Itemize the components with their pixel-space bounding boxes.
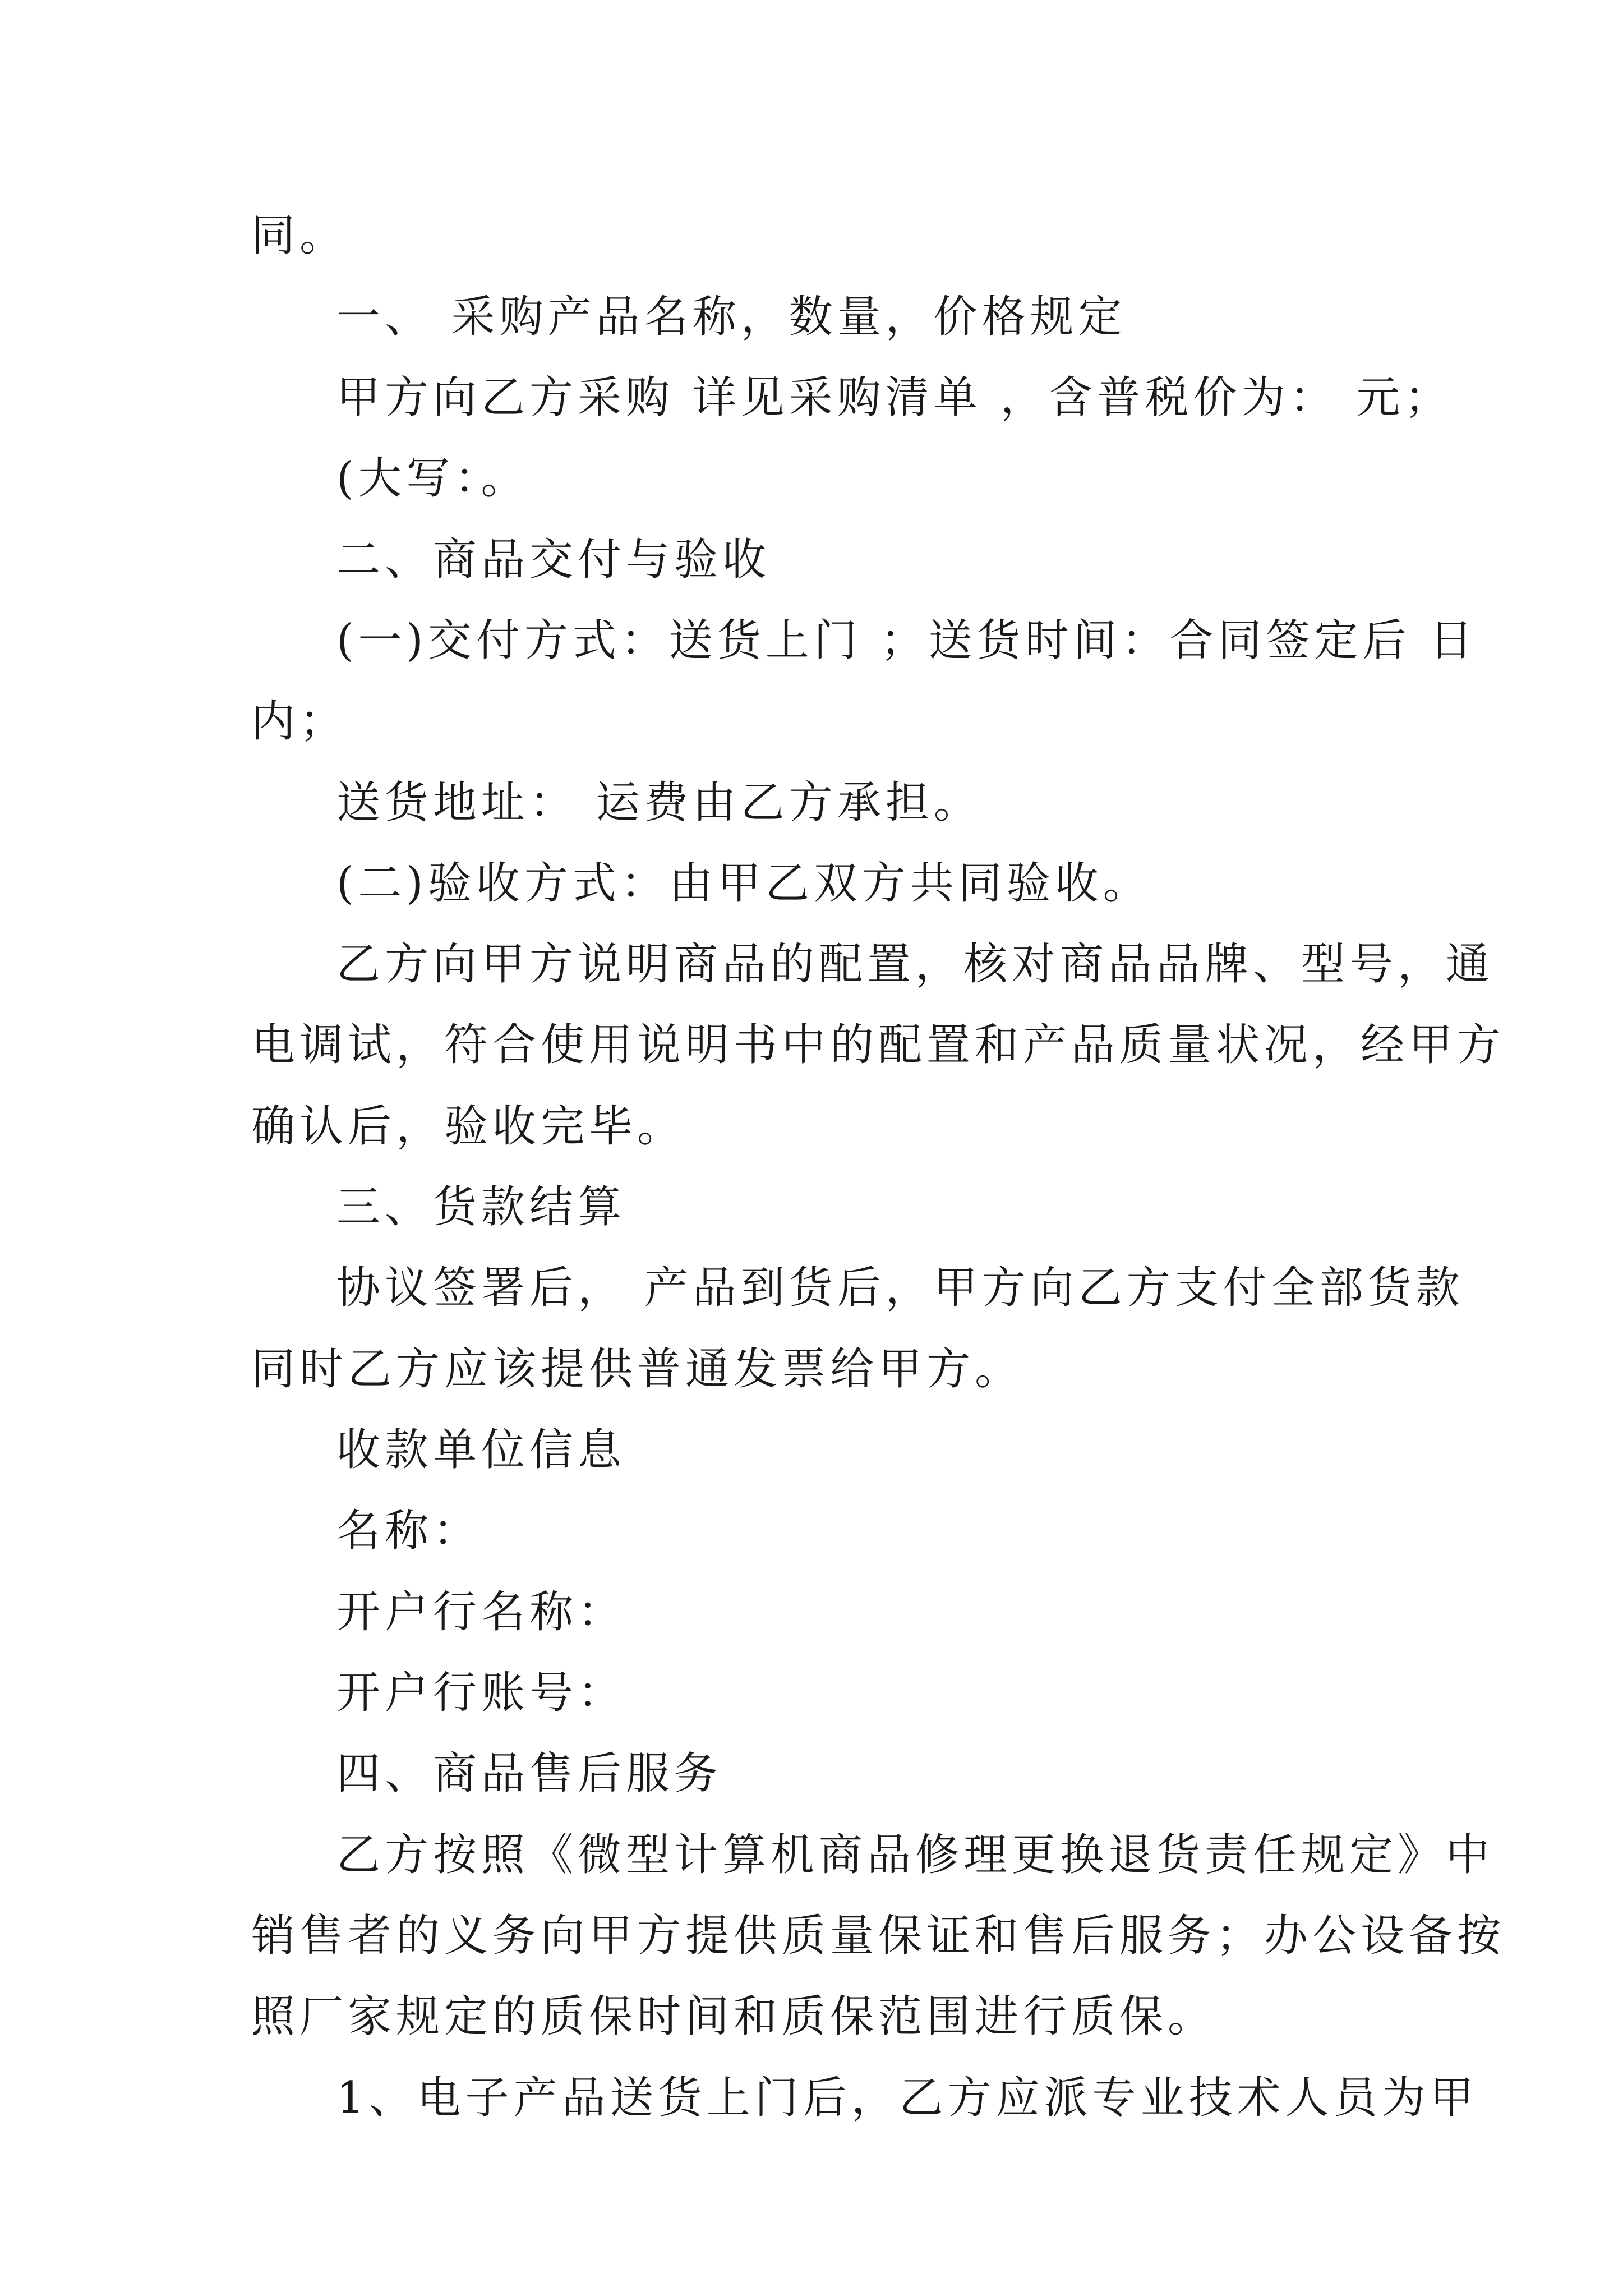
text-line: 内；: [251, 696, 348, 747]
text-line: (大写：。: [336, 453, 529, 504]
text-line: 送货地址： 运费由乙方承担。: [336, 777, 982, 828]
section-heading-4: 四、商品售后服务: [336, 1749, 723, 1799]
text-line: 确认后，验收完毕。: [251, 1101, 686, 1152]
text-line: 乙方向甲方说明商品的配置，核对商品品牌、型号，通: [336, 939, 1495, 990]
text-line: 开户行名称：: [336, 1587, 626, 1637]
text-line: 电调试，符合使用说明书中的配置和产品质量状况，经甲方: [251, 1020, 1506, 1070]
text-line: 开户行账号：: [336, 1668, 626, 1718]
section-heading-3: 三、货款结算: [336, 1182, 626, 1232]
text-line: (二)验收方式：由甲乙双方共同验收。: [336, 858, 1151, 909]
section-heading-1: 一、 采购产品名称，数量，价格规定: [336, 292, 1127, 342]
text-line: 1、电子产品送货上门后，乙方应派专业技术人员为甲: [336, 2073, 1478, 2123]
section-heading-2: 二、商品交付与验收: [336, 535, 771, 585]
text-line: 照厂家规定的质保时间和质保范围进行质保。: [251, 1991, 1216, 2042]
text-line: 同。: [251, 210, 348, 261]
text-line: 销售者的义务向甲方提供质量保证和售后服务；办公设备按: [251, 1911, 1506, 1961]
text-line: 乙方按照《微型计算机商品修理更换退货责任规定》中: [336, 1830, 1495, 1880]
text-line: 甲方向乙方采购 详见采购清单 ，含普税价为： 元；: [336, 372, 1453, 423]
text-line: 同时乙方应该提供普通发票给甲方。: [251, 1344, 1023, 1395]
text-line: (一)交付方式：送货上门 ；送货时间：合同签定后 日: [336, 615, 1478, 666]
text-line: 协议签署后， 产品到货后，甲方向乙方支付全部货款: [336, 1263, 1464, 1313]
text-line: 名称：: [336, 1506, 482, 1556]
text-line: 收款单位信息: [336, 1425, 626, 1475]
